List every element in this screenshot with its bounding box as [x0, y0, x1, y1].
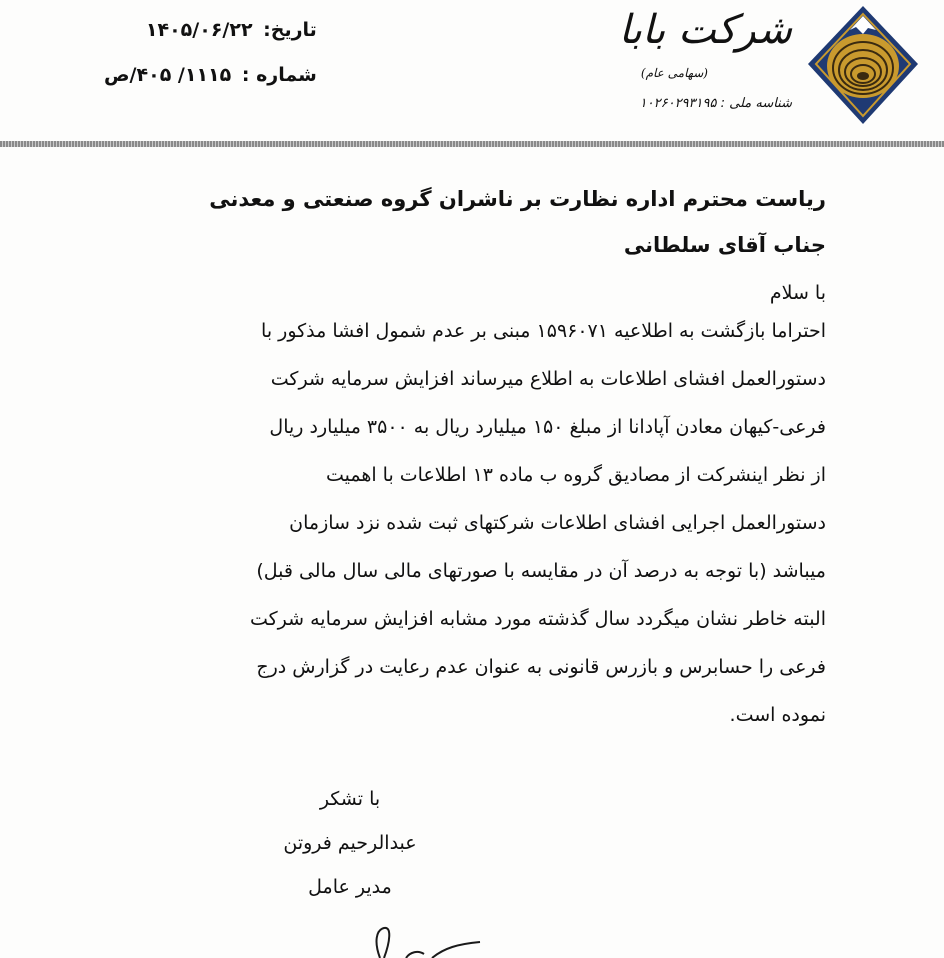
date-label: تاریخ:	[263, 19, 317, 41]
recipient-line: ریاست محترم اداره نظارت بر ناشران گروه صنعتی و معدنی	[209, 187, 826, 211]
body-line: دستورالعمل اجرایی افشای اطلاعات شرکتهای ثبت شده نزد سازمان	[289, 512, 826, 534]
body-line: احتراما بازگشت به اطلاعیه ۱۵۹۶۰۷۱ مبنی بر عدم شمول افشا مذکور با	[261, 320, 826, 342]
greeting: با سلام	[769, 282, 826, 304]
number-label: شماره :	[241, 64, 317, 86]
signer-name: عبدالرحیم فروتن	[283, 832, 417, 854]
body-line: البته خاطر نشان میگردد سال گذشته مورد مشابه افزایش سرمایه شرکت	[249, 608, 826, 630]
date-row	[104, 18, 317, 43]
body-line: نموده است.	[729, 704, 826, 726]
closing-thanks: با تشکر	[319, 788, 381, 810]
date-value: ۱۴۰۵/۰۶/۲۲	[145, 19, 253, 41]
body-line: فرعی-کیهان معادن آپادانا از مبلغ ۱۵۰ میلیارد ریال به ۳۵۰۰ میلیارد ریال	[269, 416, 826, 438]
company-block	[618, 6, 792, 116]
recipient-line: جناب آقای سلطانی	[623, 233, 826, 257]
header-divider	[0, 141, 944, 147]
body-line: فرعی را حسابرس و بازرس قانونی به عنوان عدم رعایت در گزارش درج	[256, 656, 826, 678]
letterhead	[0, 0, 944, 140]
body-line: دستورالعمل افشای اطلاعات به اطلاع میرساند افزایش سرمایه شرکت	[270, 368, 826, 390]
letter-body	[136, 318, 826, 750]
signature-icon	[340, 912, 500, 958]
company-logo-icon	[806, 4, 920, 126]
company-type: (سهامی عام)	[640, 66, 708, 80]
closing-block	[260, 786, 440, 918]
national-id: شناسه ملی : ۱۰۲۶۰۲۹۳۱۹۵	[639, 96, 792, 111]
body-line: از نظر اینشرکت از مصادیق گروه ب ماده ۱۳ اطلاعات با اهمیت	[325, 464, 826, 486]
number-row	[104, 63, 317, 88]
number-value: ۱۱۱۵/ ۴۰۵/ص	[104, 64, 232, 86]
recipient-block	[106, 185, 826, 277]
body-line: میباشد (با توجه به درصد آن در مقایسه با صورتهای مالی سال مالی قبل)	[256, 560, 826, 582]
letter-meta	[104, 18, 317, 108]
signer-title: مدیر عامل	[308, 876, 392, 898]
company-name: شرکت بابا	[618, 7, 792, 53]
